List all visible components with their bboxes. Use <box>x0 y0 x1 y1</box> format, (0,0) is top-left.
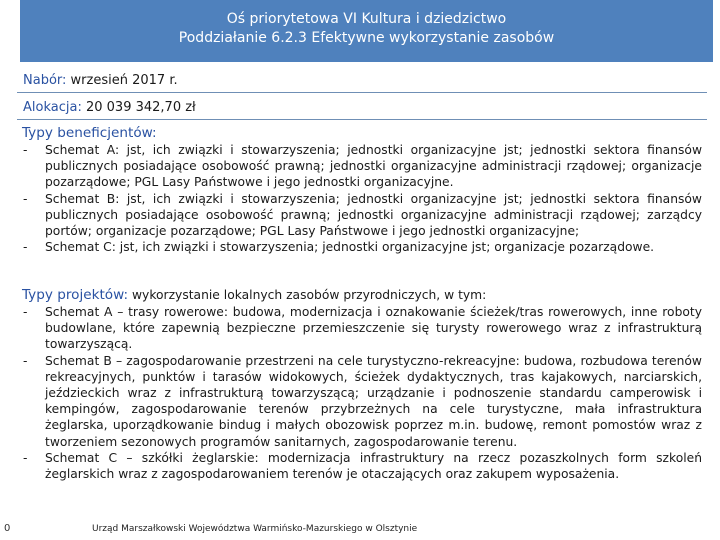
header-line-1: Oś priorytetowa VI Kultura i dziedzictwo <box>226 11 507 27</box>
header-line-2: Poddziałanie 6.2.3 Efektywne wykorzystanie zasobów <box>178 30 555 46</box>
page-number: 0 <box>4 523 11 534</box>
list-item: - Schemat B – zagospodarowanie przestrzeni na cele turystyczno-rekreacyjne: budowa, rozbudowa terenów rekreacyjnych, punktów i tarasów widokowych, ścieżek dydaktycznych, tras kajakowych, narciarskich, jeździeckich wraz z infrastrukturą towarzyszącą; urządzanie i podnoszenie standardu camperowisk i kempingów, zagospodarowanie terenów przybrzeżnych na cele turystyczne, mała infrastruktura żeglarska, uporządkowanie bindug i małych obozowisk poprzez m.in. budowę, remont pomostów wraz z tworzeniem sezonowych programów sanitarnych, zagospodarowanie terenu. <box>23 353 702 449</box>
projekty-title: Typy projektów: <box>22 287 129 303</box>
dash-bullet: - <box>23 240 28 255</box>
list-item: - Schemat C: jst, ich związki i stowarzyszenia; jednostki organizacyjne jst; organizacje pozarządowe. <box>23 240 655 255</box>
dash-bullet: - <box>23 191 28 206</box>
footer-text: Urząd Marszałkowski Województwa Warmińsko-Mazurskiego w Olsztynie <box>92 524 418 534</box>
dash-bullet: - <box>23 143 28 157</box>
projekty-heading <box>22 286 702 304</box>
list-item: - Schemat C – szkółki żeglarskie: modernizacja infrastruktury na rzecz pozaszkolnych form szkoleń żeglarskich wraz z zagospodarowaniem terenów je otaczających oraz zakupem wyposażenia. <box>23 450 702 482</box>
list-item: - Schemat A – trasy rowerowe: budowa, modernizacja i oznakowanie ścieżek/tras rowerowych, inne roboty budowlane, które zapewnią bezpieczne przemieszczenie się turysty rowerowego wraz z infrastrukturą towarzyszącą. <box>23 305 702 352</box>
alokacja-row <box>17 95 707 120</box>
beneficjenci-list <box>22 142 702 255</box>
nabor-value: wrzesień 2017 r. <box>70 73 178 88</box>
beneficjenci-title: Typy beneficjentów: <box>22 125 157 141</box>
projekty-intro: wykorzystanie lokalnych zasobów przyrodniczych, w tym: <box>132 288 487 302</box>
projekty-list <box>22 304 702 482</box>
beneficjenci-section <box>22 124 702 255</box>
nabor-row <box>17 68 707 93</box>
list-item: - Schemat B: jst, ich związki i stowarzyszenia; jednostki organizacyjne jst; jednostki sektora finansów publicznych posiadające osobowość prawną; jednostki organizacyjne administracji rządowej; zarządcy portów; organizacje pozarządowe; PGL Lasy Państwowe i jego jednostki organizacyjne; <box>23 191 702 239</box>
list-item: - Schemat A: jst, ich związki i stowarzyszenia; jednostki organizacyjne jst; jednostki sektora finansów publicznych posiadające osobowość prawną; jednostki organizacyjne administracji rządowej; organizacje pozarządowe; PGL Lasy Państwowe i jego jednostki organizacyjne. <box>23 143 702 190</box>
alokacja-value: 20 039 342,70 zł <box>85 100 196 115</box>
slide-header <box>20 0 713 62</box>
nabor-label: Nabór: <box>23 73 67 88</box>
alokacja-label: Alokacja: <box>23 100 82 115</box>
dash-bullet: - <box>23 450 28 465</box>
dash-bullet: - <box>23 353 28 368</box>
projekty-section <box>22 286 702 482</box>
dash-bullet: - <box>23 305 28 319</box>
